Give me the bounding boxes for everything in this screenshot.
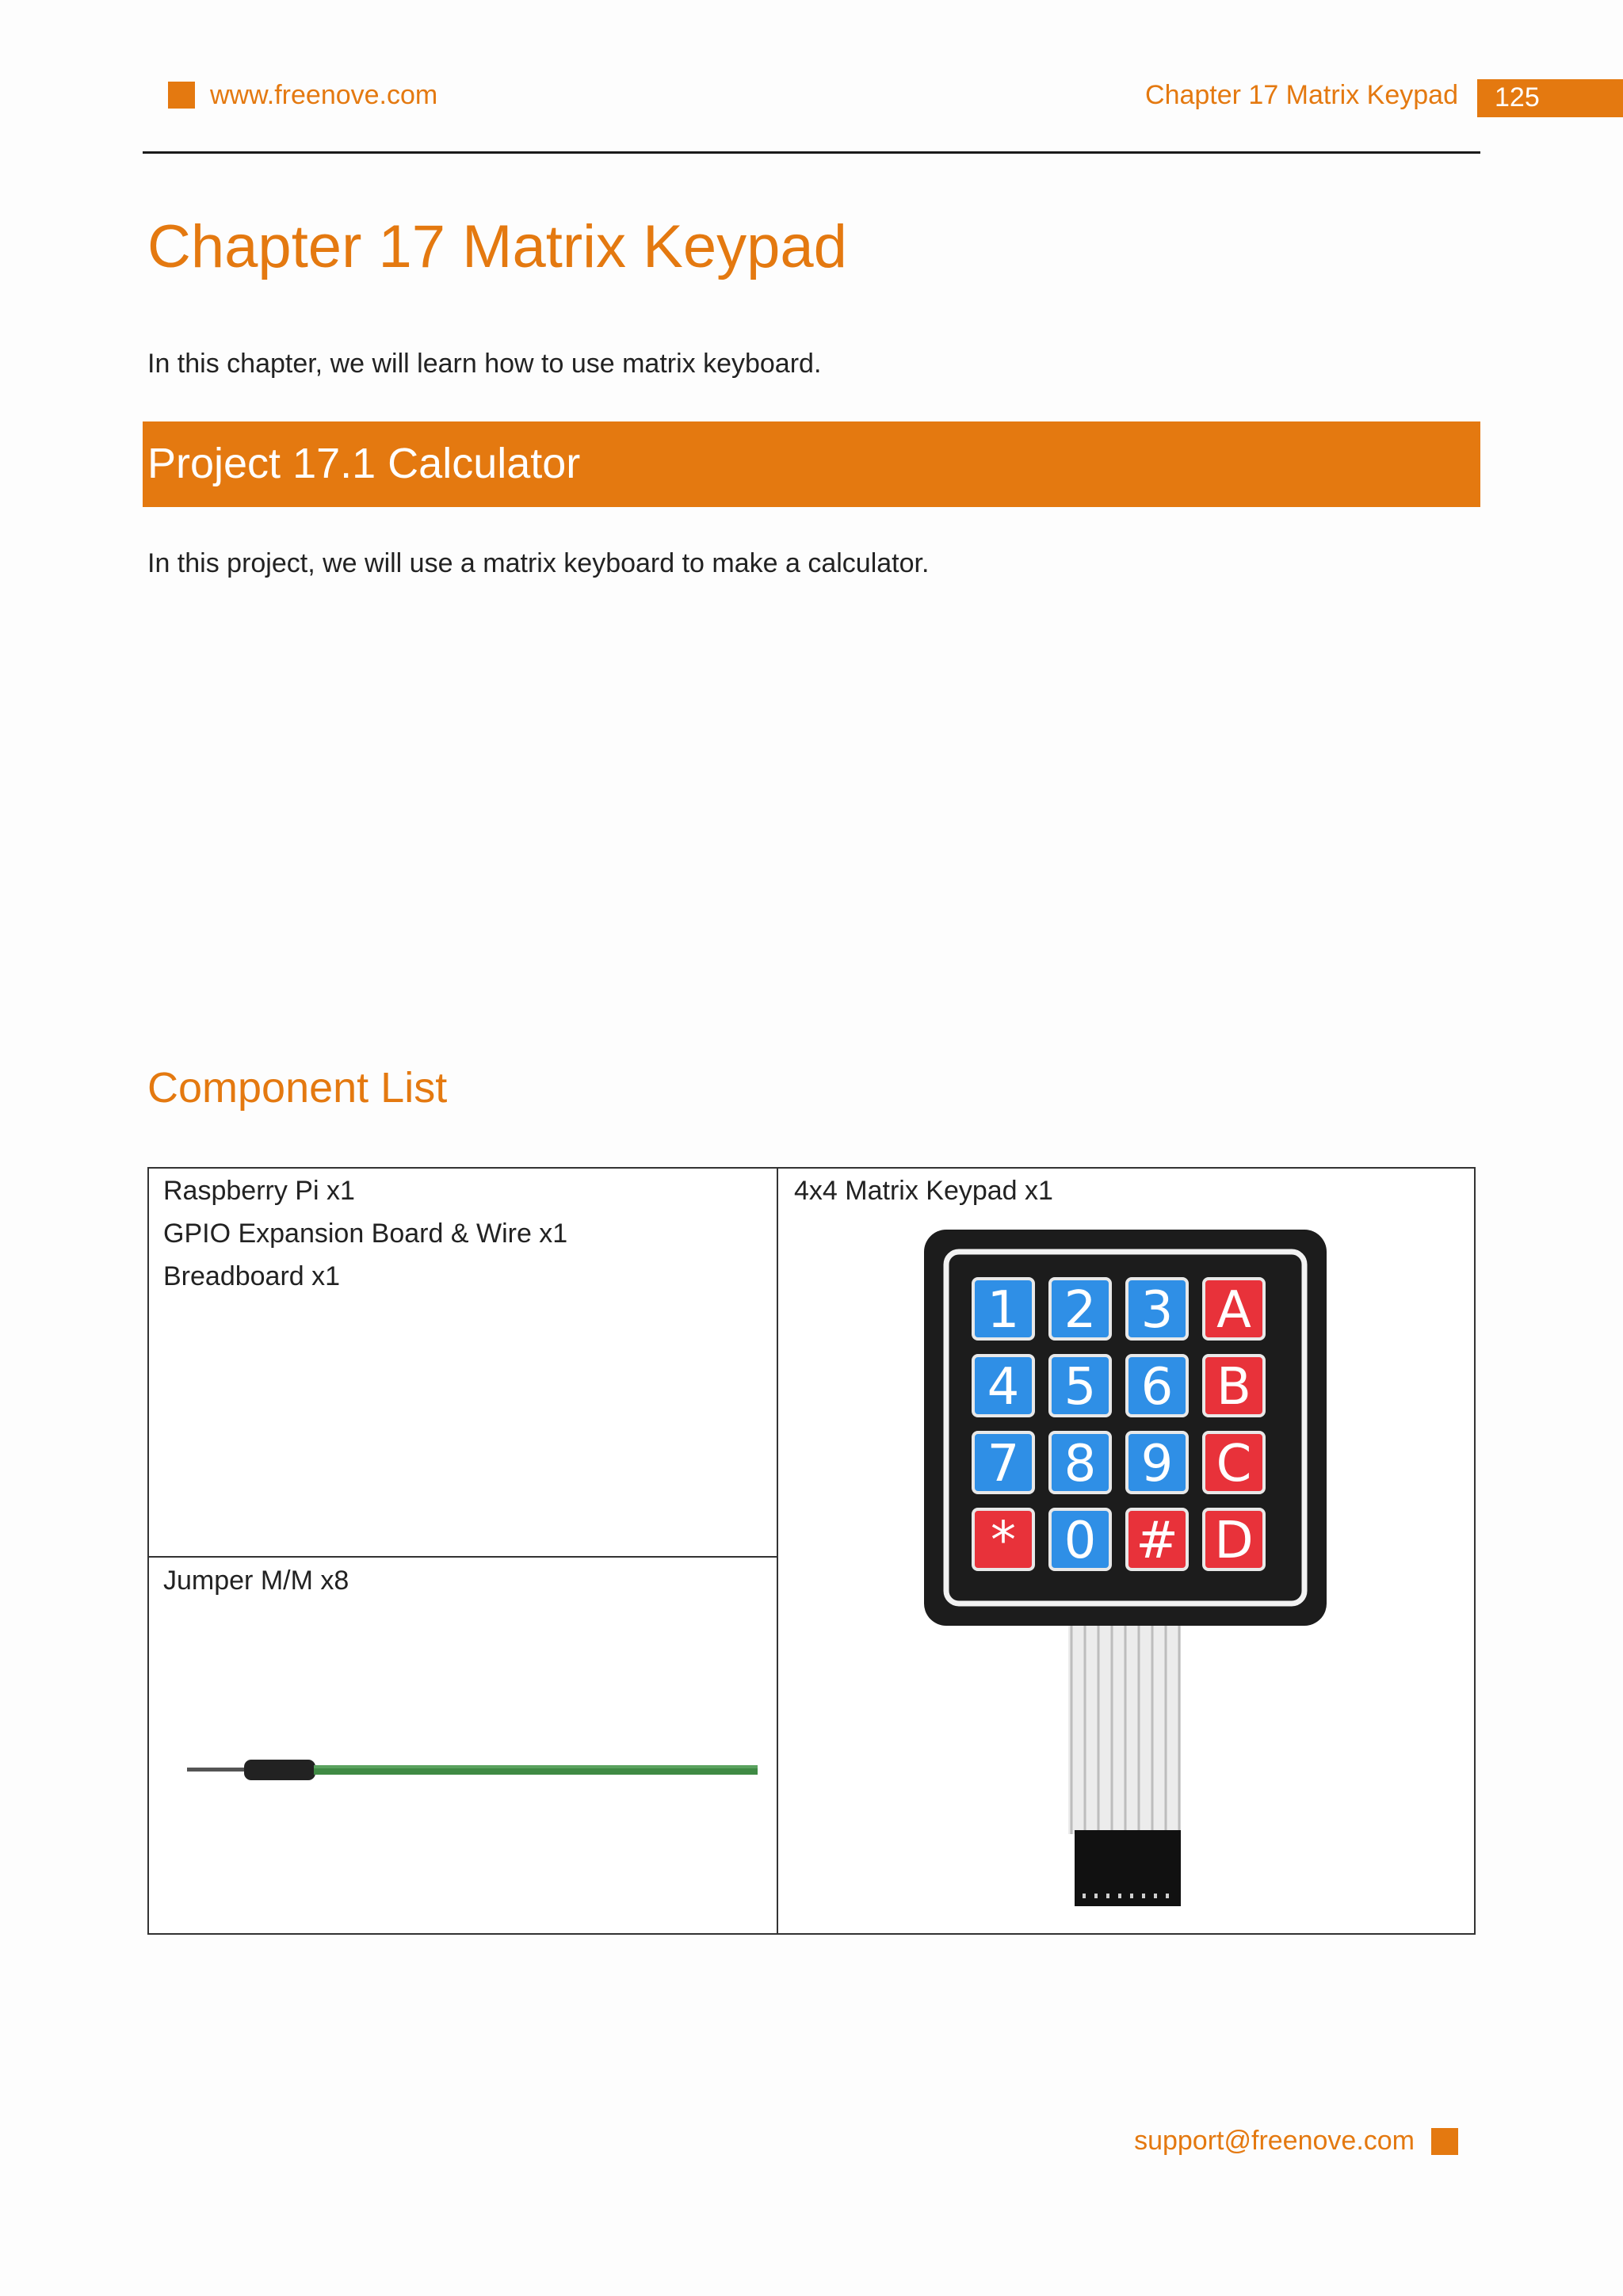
ribbon-cable — [1068, 1620, 1181, 1834]
header-chapter-label: Chapter 17 Matrix Keypad — [1145, 80, 1458, 110]
keypad-key-label: # — [1136, 1512, 1178, 1570]
footer-email-link[interactable]: support@freenove.com — [1134, 2126, 1415, 2156]
matrix-keypad-image — [919, 1228, 1331, 1917]
component-item: Jumper M/M x8 — [163, 1566, 349, 1596]
keypad-key — [1204, 1356, 1264, 1417]
keypad-key-label: C — [1216, 1435, 1252, 1493]
keypad-key — [1204, 1432, 1264, 1493]
chapter-title: Chapter 17 Matrix Keypad — [147, 213, 847, 280]
keypad-key-label: 2 — [1064, 1281, 1097, 1340]
keypad-key — [973, 1432, 1033, 1493]
project-description: In this project, we will use a matrix keyboard to make a calculator. — [147, 548, 930, 578]
keypad-key — [973, 1279, 1033, 1340]
keypad-key-label: 9 — [1140, 1435, 1174, 1493]
keypad-key — [1127, 1279, 1187, 1340]
keypad-key — [1050, 1509, 1110, 1570]
page-number: 125 — [1495, 82, 1540, 113]
header-divider — [143, 151, 1480, 154]
jumper-wire-image — [182, 1743, 761, 1791]
header-site-link[interactable]: www.freenove.com — [210, 80, 438, 110]
keypad-key-label: B — [1216, 1358, 1251, 1417]
keypad-key — [1127, 1509, 1187, 1570]
component-item: 4x4 Matrix Keypad x1 — [794, 1176, 1053, 1206]
keypad-key-label: * — [991, 1512, 1016, 1570]
project-title: Project 17.1 Calculator — [147, 440, 581, 487]
table-column-divider — [777, 1167, 778, 1935]
table-row-divider — [147, 1556, 778, 1558]
component-item: Breadboard x1 — [163, 1261, 341, 1291]
keypad-key — [1127, 1356, 1187, 1417]
keypad-key — [1050, 1279, 1110, 1340]
table-cell-keypad — [794, 1169, 1053, 1212]
keypad-key-label: A — [1216, 1281, 1251, 1340]
keypad-key — [1204, 1509, 1264, 1570]
keypad-key-label: 5 — [1064, 1358, 1097, 1417]
keypad-key-label: 0 — [1064, 1512, 1097, 1570]
keypad-key-label: 3 — [1140, 1281, 1174, 1340]
keypad-key — [973, 1356, 1033, 1417]
footer-square-icon — [1431, 2128, 1458, 2155]
keypad-key — [1204, 1279, 1264, 1340]
keypad-key-label: 6 — [1140, 1358, 1174, 1417]
keypad-key-label: 4 — [987, 1358, 1020, 1417]
chapter-intro: In this chapter, we will learn how to use matrix keyboard. — [147, 349, 822, 379]
keypad-key-label: D — [1214, 1512, 1254, 1570]
component-item: Raspberry Pi x1 — [163, 1176, 355, 1206]
table-cell-jumper — [163, 1559, 349, 1602]
keypad-key — [1127, 1432, 1187, 1493]
keypad-key-label: 8 — [1064, 1435, 1097, 1493]
connector — [1075, 1830, 1181, 1906]
component-item: GPIO Expansion Board & Wire x1 — [163, 1219, 568, 1249]
keypad-key — [973, 1509, 1033, 1570]
keypad-key — [1050, 1432, 1110, 1493]
component-list-title: Component List — [147, 1064, 448, 1112]
keypad-key-label: 1 — [987, 1281, 1020, 1340]
table-cell-components — [163, 1169, 567, 1298]
keypad-key — [1050, 1356, 1110, 1417]
header-square-icon — [168, 82, 195, 109]
keypad-key-label: 7 — [987, 1435, 1020, 1493]
